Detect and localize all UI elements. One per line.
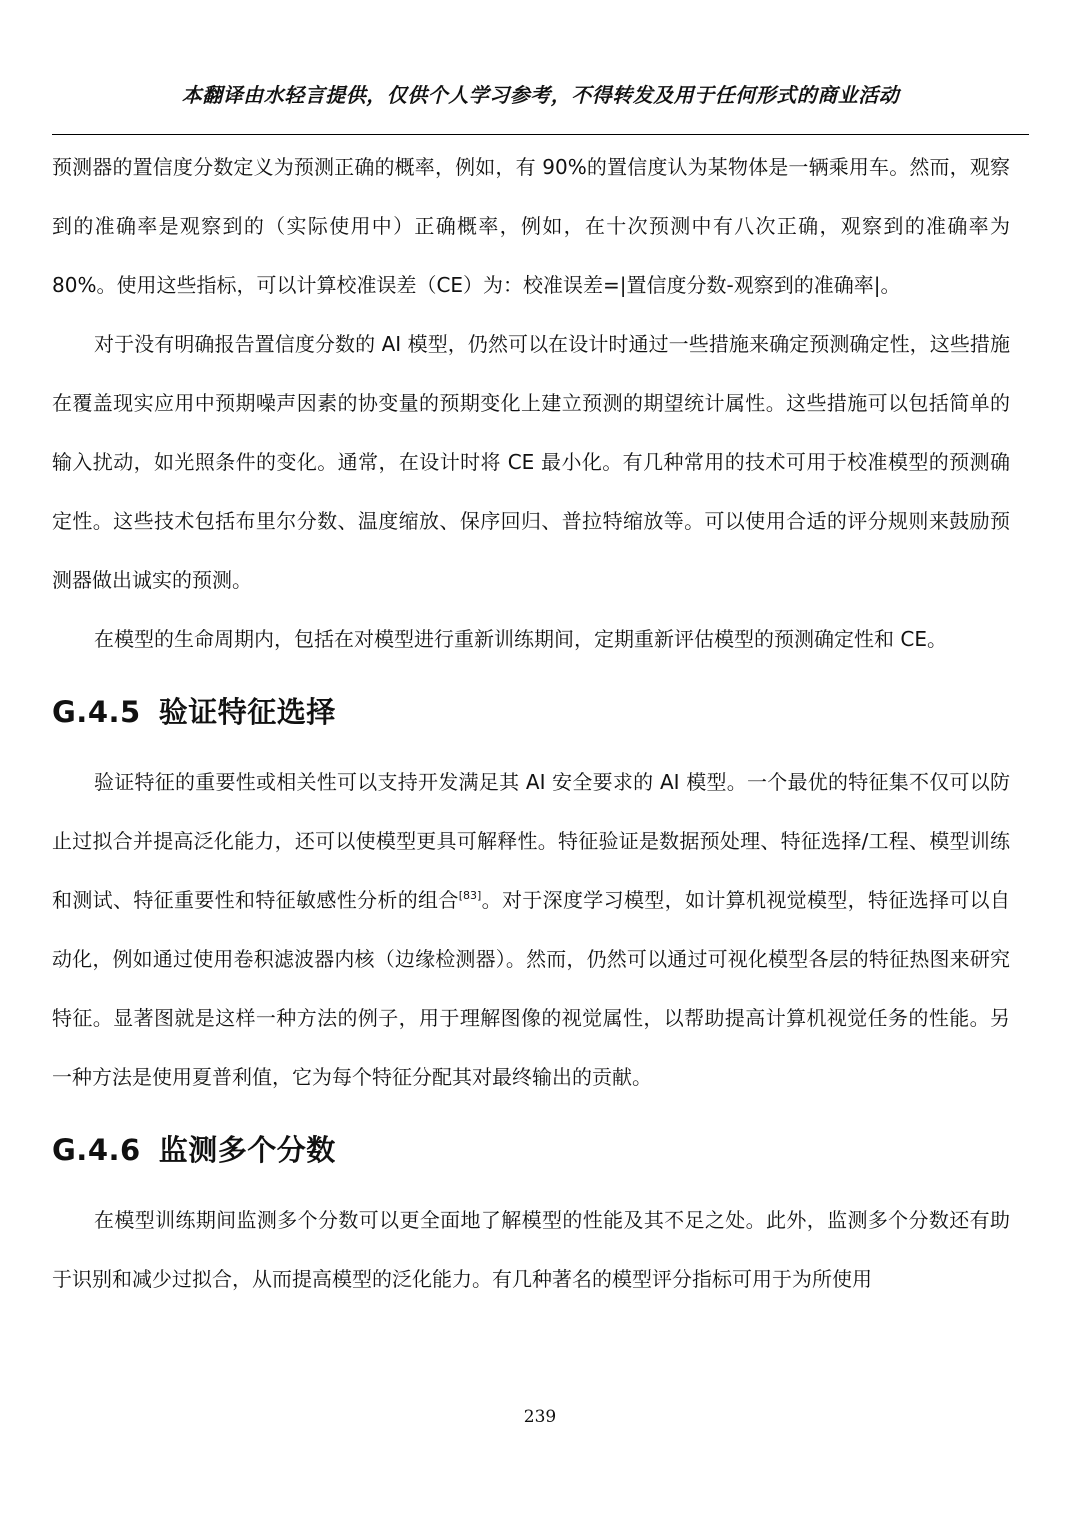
paragraph-multiple-scores: 在模型训练期间监测多个分数可以更全面地了解模型的性能及其不足之处。此外，监测多个分数还有助于识别和减少过拟合，从而提高模型的泛化能力。有几种著名的模型评分指标可用于为所使用 bbox=[52, 1208, 1010, 1291]
header-divider bbox=[52, 134, 1029, 135]
section-title-g46: 监测多个分数 bbox=[158, 1133, 336, 1167]
feature-selection-text-b: 。对于深度学习模型，如计算机视觉模型，特征选择可以自动化，例如通过使用卷积滤波器内核（边缘检测器）。然而，仍然可以通过可视化模型各层的特征热图来研究特征。显著图就是这样一种方法的例子，用于理解图像的视觉属性，以帮助提高计算机视觉任务的性能。另一种方法是使用夏普利值，它为每个特征分配其对最终输出的贡献。 bbox=[52, 888, 1011, 1089]
section-title-g45: 验证特征选择 bbox=[158, 695, 336, 729]
page-header: 本翻译由水轻言提供，仅供个人学习参考，不得转发及用于任何形式的商业活动 bbox=[181, 83, 900, 107]
section-number-g45: G.4.5 bbox=[52, 695, 141, 729]
paragraph-lifecycle-reassessment: 在模型的生命周期内，包括在对模型进行重新训练期间，定期重新评估模型的预测确定性和 CE。 bbox=[94, 627, 947, 651]
paragraph-prediction-certainty: 对于没有明确报告置信度分数的 AI 模型，仍然可以在设计时通过一些措施来确定预测确定性，这些措施在覆盖现实应用中预期噪声因素的协变量的预期变化上建立预测的期望统计属性。这些措施可以包括简单的输入扰动，如光照条件的变化。通常，在设计时将 CE 最小化。有几种常用的技术可用于校准模型的预测确定性。这些技术包括布里尔分数、温度缩放、保序回归、普拉特缩放等。可以使用合适的评分规则来鼓励预测器做出诚实的预测。 bbox=[52, 332, 1010, 592]
page-number: 239 bbox=[523, 1407, 557, 1427]
citation-reference: [83] bbox=[458, 889, 482, 902]
section-number-g46: G.4.6 bbox=[52, 1133, 141, 1167]
paragraph-calibration-definition: 预测器的置信度分数定义为预测正确的概率，例如，有 90%的置信度认为某物体是一辆乘用车。然而，观察到的准确率是观察到的（实际使用中）正确概率，例如，在十次预测中有八次正确，观察到的准确率为 80%。使用这些指标，可以计算校准误差（CE）为：校准误差=|置信度分数-观察到的准确率|。 bbox=[52, 155, 1010, 297]
section-heading-g45 bbox=[52, 675, 1010, 753]
paragraph-feature-selection bbox=[52, 753, 1010, 1107]
page-body bbox=[52, 138, 1010, 1309]
feature-selection-text-a: 验证特征的重要性或相关性可以支持开发满足其 AI 安全要求的 AI 模型。一个最优的特征集不仅可以防止过拟合并提高泛化能力，还可以使模型更具可解释性。特征验证是数据预处理、特征选择/工程、模型训练和测试、特征重要性和特征敏感性分析的组合 bbox=[52, 770, 1010, 912]
section-heading-g46 bbox=[52, 1113, 1010, 1191]
